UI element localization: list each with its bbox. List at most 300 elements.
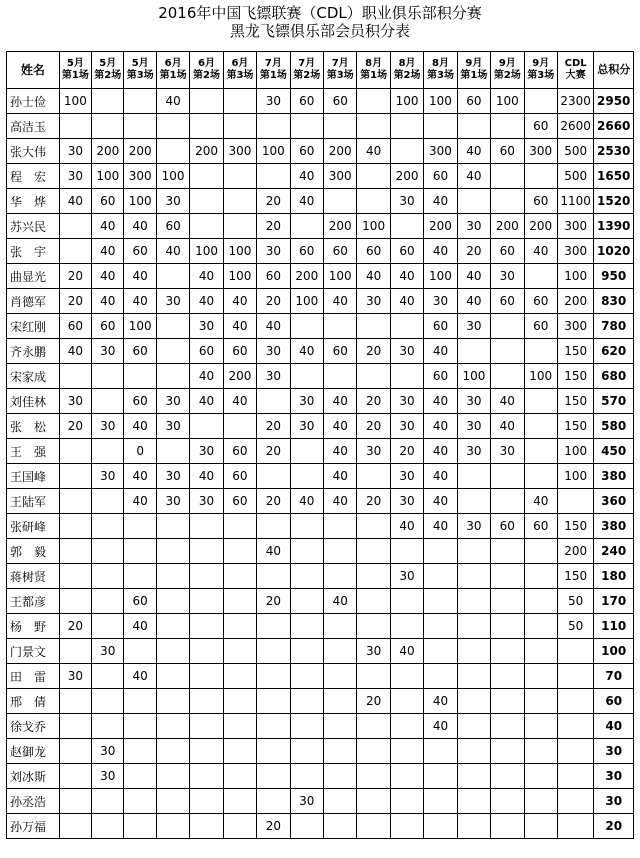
score-cell — [156, 814, 189, 839]
score-cell — [290, 689, 323, 714]
header-month: 7月 — [298, 58, 316, 69]
score-cell — [190, 114, 223, 139]
header-col-3 — [124, 52, 156, 89]
score-cell: 200 — [290, 264, 323, 289]
score-cell — [491, 314, 524, 339]
score-cell — [524, 339, 557, 364]
score-cell: 200 — [424, 214, 457, 239]
member-name: 孙万福 — [7, 814, 60, 839]
score-cell: 40 — [491, 389, 524, 414]
score-cell — [557, 714, 593, 739]
score-cell: 20 — [357, 389, 390, 414]
table-row — [7, 814, 634, 839]
total-cell: 100 — [594, 639, 634, 664]
score-cell: 100 — [92, 164, 124, 189]
table-row — [7, 689, 634, 714]
score-cell — [156, 264, 189, 289]
score-cell: 60 — [124, 339, 156, 364]
score-cell — [59, 489, 91, 514]
score-cell: 60 — [290, 239, 323, 264]
score-cell — [92, 564, 124, 589]
score-cell: 30 — [390, 564, 423, 589]
score-cell: 30 — [457, 389, 490, 414]
score-cell: 20 — [59, 264, 91, 289]
score-cell — [491, 639, 524, 664]
table-row — [7, 764, 634, 789]
score-cell: 60 — [424, 364, 457, 389]
score-cell — [190, 564, 223, 589]
score-cell — [390, 139, 423, 164]
score-cell — [190, 739, 223, 764]
score-cell — [357, 589, 390, 614]
score-cell: 60 — [524, 189, 557, 214]
table-row — [7, 739, 634, 764]
score-cell — [290, 614, 323, 639]
score-cell — [290, 814, 323, 839]
score-cell: 60 — [424, 314, 457, 339]
score-cell: 100 — [290, 289, 323, 314]
score-cell — [190, 664, 223, 689]
score-cell: 300 — [424, 139, 457, 164]
header-month: 6月 — [164, 58, 182, 69]
score-cell — [59, 564, 91, 589]
score-cell — [223, 539, 256, 564]
score-cell — [457, 664, 490, 689]
score-cell: 30 — [190, 489, 223, 514]
header-round: 第3场 — [426, 70, 454, 81]
score-cell: 150 — [557, 389, 593, 414]
table-row — [7, 664, 634, 689]
score-cell: 30 — [457, 214, 490, 239]
score-cell — [557, 814, 593, 839]
score-cell — [424, 639, 457, 664]
table-row — [7, 589, 634, 614]
score-cell — [324, 539, 357, 564]
score-cell: 100 — [557, 264, 593, 289]
table-row — [7, 564, 634, 589]
score-cell — [390, 314, 423, 339]
score-cell — [524, 539, 557, 564]
score-cell — [257, 639, 290, 664]
score-cell — [59, 539, 91, 564]
total-cell: 170 — [594, 589, 634, 614]
header-month: 9月 — [465, 58, 483, 69]
score-cell — [223, 739, 256, 764]
score-cell: 60 — [524, 514, 557, 539]
score-cell — [524, 689, 557, 714]
member-name: 田 雷 — [7, 664, 60, 689]
score-cell: 40 — [257, 314, 290, 339]
score-cell — [524, 614, 557, 639]
score-cell — [524, 414, 557, 439]
score-cell: 40 — [424, 489, 457, 514]
score-cell — [92, 789, 124, 814]
score-cell: 60 — [390, 239, 423, 264]
header-round: 第1场 — [259, 70, 287, 81]
score-cell: 40 — [190, 289, 223, 314]
header-col-15 — [524, 52, 557, 89]
score-cell: 40 — [324, 289, 357, 314]
score-cell — [324, 189, 357, 214]
score-cell: 300 — [223, 139, 256, 164]
score-cell: 40 — [324, 389, 357, 414]
score-cell — [223, 664, 256, 689]
score-cell — [491, 464, 524, 489]
score-cell: 30 — [92, 414, 124, 439]
score-cell — [223, 114, 256, 139]
score-cell: 40 — [59, 189, 91, 214]
score-cell — [390, 539, 423, 564]
score-cell: 40 — [357, 139, 390, 164]
score-cell — [190, 789, 223, 814]
score-cell: 30 — [257, 339, 290, 364]
score-cell — [357, 89, 390, 114]
header-col-10 — [357, 52, 390, 89]
score-cell — [223, 639, 256, 664]
score-cell — [223, 764, 256, 789]
score-cell — [324, 614, 357, 639]
score-cell — [357, 714, 390, 739]
score-cell — [290, 539, 323, 564]
score-cell — [59, 464, 91, 489]
score-cell: 40 — [92, 289, 124, 314]
table-body — [7, 89, 634, 839]
score-cell: 60 — [124, 239, 156, 264]
score-cell: 40 — [190, 264, 223, 289]
score-cell — [257, 464, 290, 489]
score-cell — [156, 339, 189, 364]
header-col-4 — [156, 52, 189, 89]
score-cell: 1100 — [557, 189, 593, 214]
score-cell — [491, 739, 524, 764]
member-name: 张 松 — [7, 414, 60, 439]
total-cell: 620 — [594, 339, 634, 364]
score-cell — [223, 164, 256, 189]
score-cell: 20 — [357, 339, 390, 364]
score-cell — [390, 214, 423, 239]
score-cell — [156, 689, 189, 714]
table-row — [7, 514, 634, 539]
score-cell: 30 — [390, 189, 423, 214]
score-cell: 60 — [290, 89, 323, 114]
header-round: 第2场 — [493, 70, 521, 81]
score-cell — [223, 564, 256, 589]
score-cell — [156, 314, 189, 339]
score-cell: 100 — [190, 239, 223, 264]
header-month: 6月 — [231, 58, 249, 69]
score-cell — [59, 789, 91, 814]
score-cell: 40 — [424, 389, 457, 414]
score-cell — [324, 564, 357, 589]
score-cell: 30 — [257, 364, 290, 389]
score-cell — [92, 514, 124, 539]
score-cell — [491, 614, 524, 639]
score-cell: 2300 — [557, 89, 593, 114]
header-month: 6月 — [198, 58, 215, 69]
table-row — [7, 614, 634, 639]
score-cell: 40 — [424, 689, 457, 714]
score-cell: 40 — [290, 189, 323, 214]
table-row — [7, 89, 634, 114]
score-cell — [190, 614, 223, 639]
score-cell — [491, 164, 524, 189]
header-round: 第3场 — [326, 70, 354, 81]
score-cell — [357, 789, 390, 814]
score-cell — [524, 639, 557, 664]
score-cell: 60 — [223, 489, 256, 514]
score-cell: 20 — [257, 414, 290, 439]
score-cell: 200 — [124, 139, 156, 164]
score-cell — [424, 114, 457, 139]
score-cell — [92, 364, 124, 389]
score-cell: 60 — [524, 289, 557, 314]
score-cell — [357, 564, 390, 589]
score-cell — [124, 764, 156, 789]
header-month: 8月 — [365, 58, 383, 69]
score-cell — [223, 714, 256, 739]
score-cell — [491, 189, 524, 214]
score-cell — [324, 364, 357, 389]
score-cell — [156, 739, 189, 764]
score-cell — [59, 589, 91, 614]
score-cell — [257, 564, 290, 589]
score-cell — [59, 239, 91, 264]
score-cell: 20 — [357, 489, 390, 514]
header-round: 第1场 — [61, 70, 89, 81]
score-cell: 30 — [457, 314, 490, 339]
score-cell — [223, 814, 256, 839]
score-cell — [324, 714, 357, 739]
member-name: 郭 毅 — [7, 539, 60, 564]
total-cell: 1650 — [594, 164, 634, 189]
score-cell: 40 — [390, 264, 423, 289]
score-cell: 60 — [290, 139, 323, 164]
header-round: 第1场 — [360, 70, 388, 81]
score-cell — [59, 814, 91, 839]
member-name: 王陆军 — [7, 489, 60, 514]
total-cell: 2950 — [594, 89, 634, 114]
score-cell — [124, 639, 156, 664]
score-cell: 100 — [424, 264, 457, 289]
header-round: 第2场 — [193, 70, 220, 81]
score-cell: 40 — [424, 514, 457, 539]
score-cell — [491, 364, 524, 389]
total-cell: 2660 — [594, 114, 634, 139]
score-cell: 60 — [524, 314, 557, 339]
table-row — [7, 489, 634, 514]
table-row — [7, 314, 634, 339]
score-cell: 60 — [223, 339, 256, 364]
score-cell — [124, 514, 156, 539]
score-cell: 40 — [324, 439, 357, 464]
header-month: 9月 — [498, 58, 516, 69]
score-cell: 100 — [457, 364, 490, 389]
total-cell: 60 — [594, 689, 634, 714]
score-cell — [524, 464, 557, 489]
score-cell — [156, 789, 189, 814]
score-cell: 40 — [124, 214, 156, 239]
score-cell: 40 — [257, 539, 290, 564]
score-cell: 100 — [557, 464, 593, 489]
total-cell: 830 — [594, 289, 634, 314]
score-cell — [357, 739, 390, 764]
score-cell — [59, 114, 91, 139]
member-name: 张大伟 — [7, 139, 60, 164]
header-col-8 — [290, 52, 323, 89]
header-col-16 — [557, 52, 593, 89]
score-cell — [390, 814, 423, 839]
table-row — [7, 139, 634, 164]
score-cell — [257, 614, 290, 639]
score-cell: 40 — [390, 289, 423, 314]
header-col-13 — [457, 52, 490, 89]
score-cell — [390, 364, 423, 389]
score-cell — [190, 714, 223, 739]
table-row — [7, 239, 634, 264]
score-cell: 50 — [557, 589, 593, 614]
score-cell — [524, 789, 557, 814]
score-cell: 30 — [357, 289, 390, 314]
score-cell: 20 — [390, 439, 423, 464]
score-cell — [390, 614, 423, 639]
score-cell: 30 — [457, 439, 490, 464]
total-cell: 450 — [594, 439, 634, 464]
total-cell: 1390 — [594, 214, 634, 239]
score-cell — [557, 689, 593, 714]
score-cell — [290, 739, 323, 764]
score-cell: 0 — [124, 439, 156, 464]
score-cell: 60 — [59, 314, 91, 339]
score-cell: 60 — [124, 589, 156, 614]
table-row — [7, 414, 634, 439]
score-cell — [424, 764, 457, 789]
score-cell: 60 — [491, 139, 524, 164]
header-month: 7月 — [331, 58, 349, 69]
score-cell: 30 — [92, 764, 124, 789]
score-cell — [424, 614, 457, 639]
score-cell: 40 — [457, 139, 490, 164]
score-cell — [524, 814, 557, 839]
score-cell — [190, 689, 223, 714]
score-cell: 30 — [290, 789, 323, 814]
member-name: 王都彦 — [7, 589, 60, 614]
member-name: 蒋树贤 — [7, 564, 60, 589]
score-cell — [92, 589, 124, 614]
table-row — [7, 639, 634, 664]
member-name: 门景文 — [7, 639, 60, 664]
score-cell — [324, 314, 357, 339]
score-cell — [92, 614, 124, 639]
score-cell — [124, 114, 156, 139]
score-cell — [491, 564, 524, 589]
score-cell — [357, 539, 390, 564]
score-cell: 300 — [524, 139, 557, 164]
score-cell: 60 — [491, 289, 524, 314]
score-cell — [524, 739, 557, 764]
score-cell — [290, 564, 323, 589]
score-cell — [524, 164, 557, 189]
score-cell — [156, 589, 189, 614]
score-cell: 40 — [190, 389, 223, 414]
score-cell: 20 — [257, 589, 290, 614]
score-cell: 100 — [124, 189, 156, 214]
score-cell — [524, 564, 557, 589]
score-cell — [59, 639, 91, 664]
score-cell: 60 — [124, 389, 156, 414]
header-col-1 — [59, 52, 91, 89]
score-cell — [156, 664, 189, 689]
score-cell — [390, 114, 423, 139]
score-cell: 40 — [156, 89, 189, 114]
score-cell — [190, 189, 223, 214]
total-cell: 380 — [594, 514, 634, 539]
score-cell — [491, 539, 524, 564]
total-cell: 2530 — [594, 139, 634, 164]
score-cell — [357, 764, 390, 789]
score-cell — [156, 714, 189, 739]
score-cell: 20 — [357, 414, 390, 439]
score-cell — [223, 614, 256, 639]
score-cell — [190, 539, 223, 564]
score-cell: 20 — [59, 414, 91, 439]
header-col-5 — [190, 52, 223, 89]
header-month: 9月 — [532, 58, 550, 69]
score-cell — [491, 339, 524, 364]
score-cell: 30 — [59, 664, 91, 689]
score-cell: 20 — [59, 614, 91, 639]
total-cell: 950 — [594, 264, 634, 289]
score-cell: 40 — [424, 339, 457, 364]
score-cell — [357, 189, 390, 214]
score-cell — [124, 789, 156, 814]
score-cell: 2600 — [557, 114, 593, 139]
header-round: 第3场 — [226, 70, 254, 81]
score-cell: 30 — [357, 639, 390, 664]
score-cell — [257, 389, 290, 414]
score-cell: 40 — [223, 314, 256, 339]
score-cell — [424, 539, 457, 564]
score-cell: 30 — [257, 89, 290, 114]
header-month: 8月 — [398, 58, 416, 69]
total-cell: 1020 — [594, 239, 634, 264]
score-cell: 20 — [257, 214, 290, 239]
score-cell — [424, 664, 457, 689]
score-cell: 500 — [557, 164, 593, 189]
total-cell: 240 — [594, 539, 634, 564]
score-cell — [59, 514, 91, 539]
score-cell: 30 — [357, 439, 390, 464]
score-cell: 60 — [223, 439, 256, 464]
header-month: 5月 — [99, 58, 117, 69]
score-cell — [156, 514, 189, 539]
header-round: 第1场 — [159, 70, 187, 81]
score-cell: 20 — [257, 814, 290, 839]
score-cell — [190, 214, 223, 239]
score-cell — [491, 789, 524, 814]
score-cell — [390, 714, 423, 739]
score-cell — [457, 814, 490, 839]
score-cell: 40 — [457, 289, 490, 314]
score-cell — [524, 439, 557, 464]
score-cell: 60 — [223, 464, 256, 489]
total-cell: 180 — [594, 564, 634, 589]
total-cell: 780 — [594, 314, 634, 339]
score-cell: 60 — [190, 339, 223, 364]
score-cell — [557, 789, 593, 814]
score-cell: 40 — [92, 239, 124, 264]
score-cell: 40 — [491, 414, 524, 439]
score-cell — [457, 689, 490, 714]
